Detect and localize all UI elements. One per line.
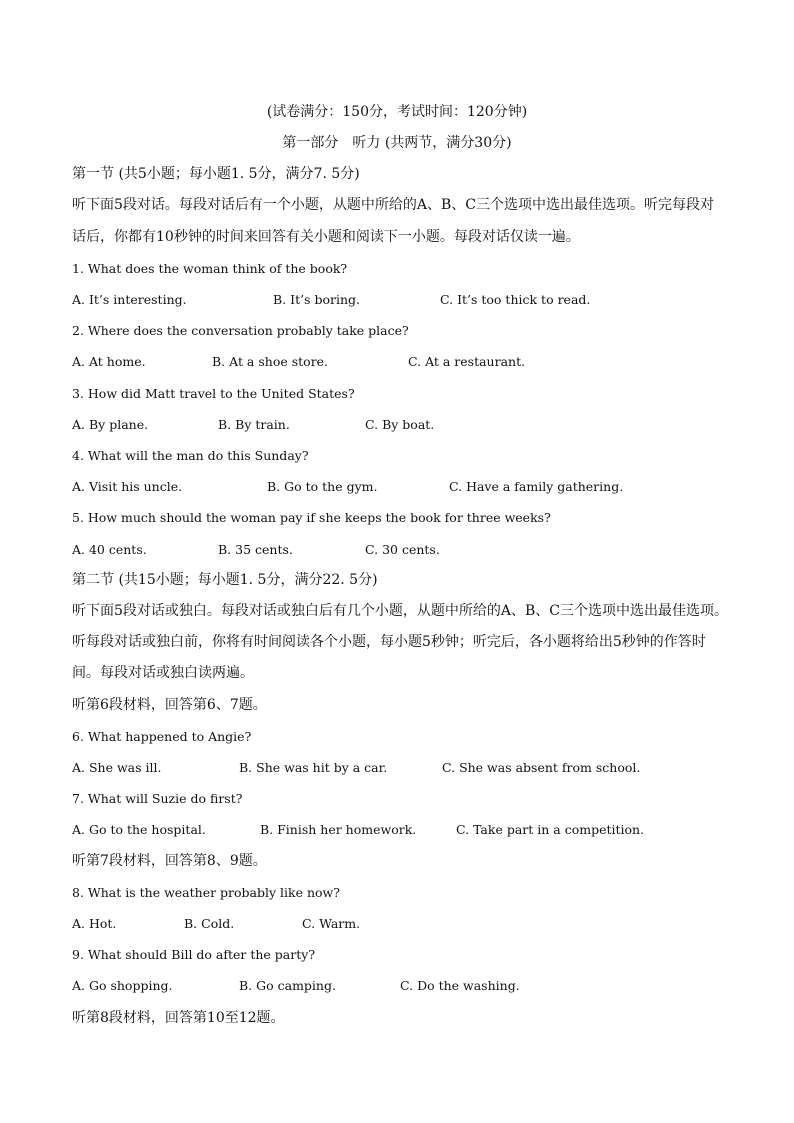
option-c: C. It’s too thick to read. <box>440 292 591 307</box>
option-b: B. She was hit by a car. <box>239 760 388 775</box>
question-text: 8. What is the weather probably like now? <box>72 885 340 900</box>
option-b: B. By train. <box>218 417 290 432</box>
option-b: B. Finish her homework. <box>260 822 417 837</box>
option-a: A. By plane. <box>72 417 149 432</box>
answer-options <box>72 760 640 776</box>
question-text: 3. How did Matt travel to the United States? <box>72 386 355 401</box>
answer-options <box>72 542 440 558</box>
answer-options <box>72 479 623 495</box>
option-b: B. It’s boring. <box>273 292 360 307</box>
question-text: 2. Where does the conversation probably take place? <box>72 323 409 338</box>
section2-instructions: 间。每段对话或独白读两遍。 <box>72 665 254 681</box>
section2-instructions: 听下面5段对话或独白。每段对话或独白后有几个小题，从题中所给的A、B、C三个选项中选出最佳选项。 <box>72 603 729 619</box>
part-title: 第一部分 听力 (共两节，满分30分) <box>282 135 512 151</box>
option-c: C. Warm. <box>302 916 361 931</box>
answer-options <box>72 822 644 838</box>
section1-instructions: 话后，你都有10秒钟的时间来回答有关小题和阅读下一小题。每段对话仅读一遍。 <box>72 229 580 245</box>
question-text: 7. What will Suzie do first? <box>72 791 243 806</box>
option-c: C. She was absent from school. <box>442 760 641 775</box>
option-a: A. Hot. <box>72 916 117 931</box>
option-b: B. At a shoe store. <box>212 354 329 369</box>
option-b: B. 35 cents. <box>218 542 293 557</box>
option-b: B. Go to the gym. <box>267 479 378 494</box>
option-b: B. Go camping. <box>239 978 336 993</box>
section2-instructions: 听每段对话或独白前，你将有时间阅读各个小题，每小题5秒钟；听完后，各小题将给出5秒钟的作答时 <box>72 634 706 650</box>
section2-heading: 第二节 (共15小题；每小题1. 5分，满分22. 5分) <box>72 572 378 588</box>
option-a: A. Visit his uncle. <box>72 479 183 494</box>
option-b: B. Cold. <box>184 916 235 931</box>
option-c: C. At a restaurant. <box>408 354 526 369</box>
option-a: A. Go shopping. <box>72 978 173 993</box>
answer-options <box>72 417 434 433</box>
option-c: C. Take part in a competition. <box>456 822 645 837</box>
option-a: A. It’s interesting. <box>72 292 187 307</box>
option-c: C. Have a family gathering. <box>449 479 624 494</box>
question-text: 4. What will the man do this Sunday? <box>72 448 309 463</box>
exam-info: (试卷满分：150分，考试时间：120分钟) <box>266 104 528 120</box>
material-label: 听第7段材料，回答第8、9题。 <box>72 853 267 869</box>
option-a: A. 40 cents. <box>72 542 147 557</box>
option-a: A. Go to the hospital. <box>72 822 206 837</box>
option-c: C. Do the washing. <box>400 978 520 993</box>
material-label: 听第8段材料，回答第10至12题。 <box>72 1010 285 1026</box>
option-c: C. By boat. <box>365 417 435 432</box>
option-a: A. She was ill. <box>72 760 162 775</box>
section1-instructions: 听下面5段对话。每段对话后有一个小题，从题中所给的A、B、C三个选项中选出最佳选项。听完每段对 <box>72 197 715 213</box>
answer-options <box>72 354 525 370</box>
material-label: 听第6段材料，回答第6、7题。 <box>72 697 267 713</box>
option-a: A. At home. <box>72 354 146 369</box>
option-c: C. 30 cents. <box>365 542 440 557</box>
answer-options <box>72 292 590 308</box>
answer-options <box>72 916 360 932</box>
answer-options <box>72 978 520 994</box>
question-text: 1. What does the woman think of the book? <box>72 261 348 276</box>
question-text: 6. What happened to Angie? <box>72 729 252 744</box>
question-text: 9. What should Bill do after the party? <box>72 947 316 962</box>
question-text: 5. How much should the woman pay if she keeps the book for three weeks? <box>72 510 551 525</box>
section1-heading: 第一节 (共5小题；每小题1. 5分，满分7. 5分) <box>72 166 360 182</box>
